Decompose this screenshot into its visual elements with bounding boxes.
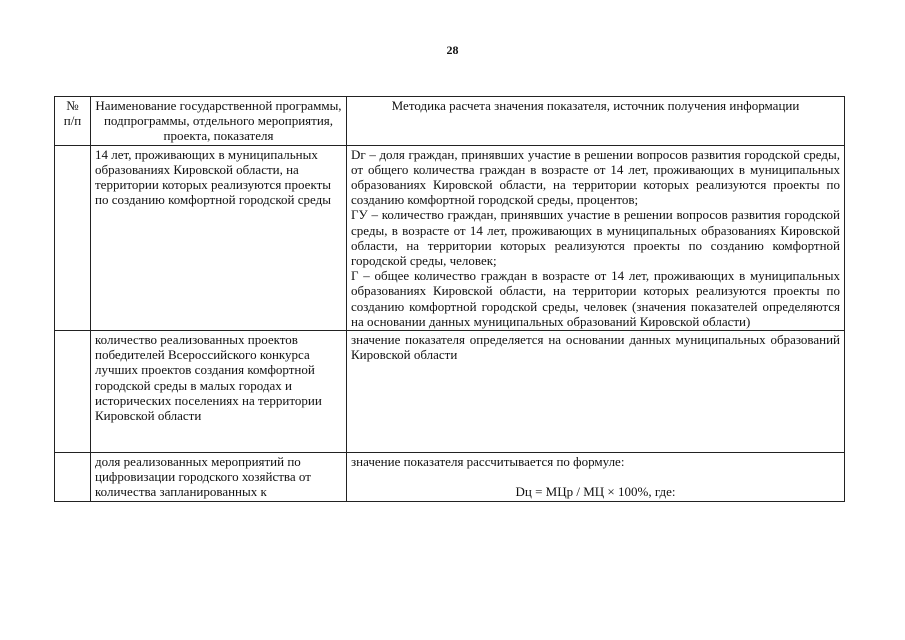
header-name: Наименование государственной программы, подпрограммы, отдельного мероприятия, проекта, показателя bbox=[91, 97, 347, 146]
row-name: 14 лет, проживающих в муниципальных образованиях Кировской области, на территории которых реализуются проекты по созданию комфортной городской среды bbox=[91, 145, 347, 330]
formula: Dц = МЦр / МЦ × 100%, где: bbox=[515, 484, 676, 500]
page-number: 28 bbox=[446, 43, 459, 57]
method-paragraph: Dг – доля граждан, принявших участие в решении вопросов развития городской среды, от общего количества граждан в возрасте от 14 лет, проживающих в муниципальных образованиях Кировской области, на территории которых реализуются проекты по созданию комфортной городской среды, процентов; bbox=[351, 146, 840, 208]
row-number bbox=[55, 145, 91, 330]
row-method bbox=[347, 145, 845, 330]
formula-lead: значение показателя рассчитывается по формуле: bbox=[351, 454, 625, 470]
method-paragraph: значение показателя определяется на основании данных муниципальных образований Кировской области bbox=[351, 332, 840, 363]
table-header-row bbox=[55, 97, 845, 146]
table-row bbox=[55, 331, 845, 453]
row-name-text: доля реализованных мероприятий по цифровизации городского хозяйства от количества запланированных к bbox=[95, 454, 311, 500]
header-number: № п/п bbox=[55, 97, 91, 146]
method-paragraph: ГУ – количество граждан, принявших участие в решении вопросов развития городской среды, в возрасте от 14 лет, проживающих в муниципальных образованиях Кировской области, на территории которых реализуются проекты по созданию комфортной городской среды, человек; bbox=[351, 207, 840, 269]
row-number bbox=[55, 331, 91, 453]
header-method: Методика расчета значения показателя, источник получения информации bbox=[347, 97, 845, 146]
row-method bbox=[347, 331, 845, 453]
method-paragraph: Г – общее количество граждан в возрасте от 14 лет, проживающих в муниципальных образованиях Кировской области, на территории которых реализуются проекты по созданию комфортной городской среды, человек (значения показателей определяются на основании данных муниципальных образований Кировской области) bbox=[351, 268, 840, 329]
row-name bbox=[91, 453, 347, 502]
table-row bbox=[55, 453, 845, 502]
row-method bbox=[347, 453, 845, 502]
row-number bbox=[55, 453, 91, 502]
indicator-methodology-table bbox=[54, 96, 845, 502]
table-row bbox=[55, 145, 845, 330]
row-name: количество реализованных проектов победителей Всероссийского конкурса лучших проектов создания комфортной городской среды в малых городах и исторических поселениях на территории Кировской области bbox=[91, 331, 347, 453]
